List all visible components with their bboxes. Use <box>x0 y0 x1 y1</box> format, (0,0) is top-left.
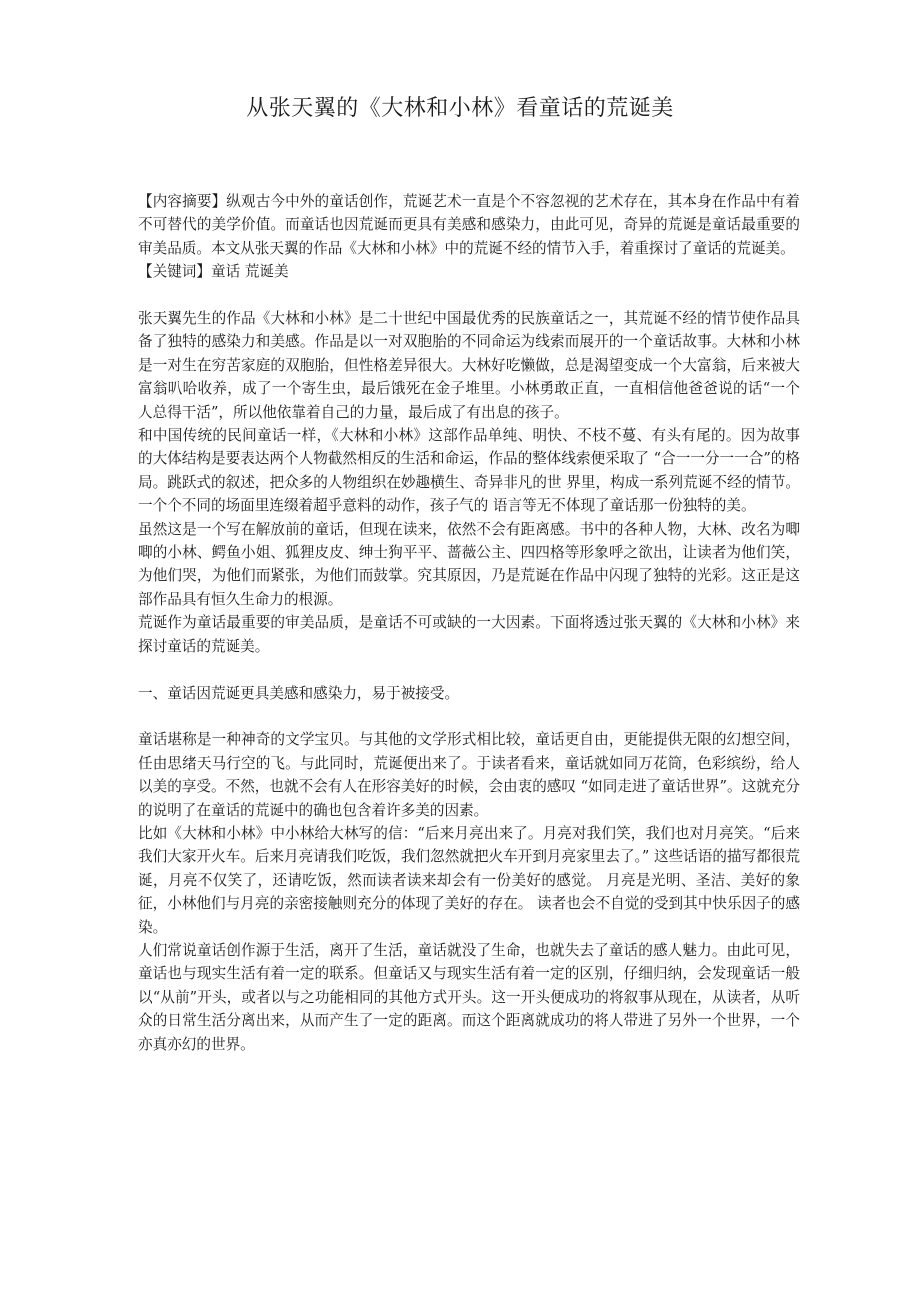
document-title: 从张天翼的《大林和小林》看童话的荒诞美 <box>246 96 674 121</box>
body-paragraph: 张天翼先生的作品《大林和小林》是二十世纪中国最优秀的民族童话之一，其荒诞不经的情节使作品具备了独特的感染力和美感。作品是以一对双胞胎的不同命运为线索而展开的一个童话故事。大林和小林是一对生在穷苦家庭的双胞胎，但性格差异很大。大林好吃懒做，总是渴望变成一个大富翁，后来被大富翁叭哈收养，成了一个寄生虫，最后饿死在金子堆里。小林勇敢正直，一直相信他爸爸说的话“一个人总得干活”，所以他依靠着自己的力量，最后成了有出息的孩子。 <box>138 310 800 421</box>
section-heading: 一、童话因荒诞更具美感和感染力，易于被接受。 <box>138 684 460 702</box>
body-paragraph: 虽然这是一个写在解放前的童话，但现在读来，依然不会有距离感。书中的各种人物，大林、改名为唧唧的小林、鳄鱼小姐、狐狸皮皮、绅士狗平平、蔷薇公主、四四格等形象呼之欲出，让读者为他们笑，为他们哭，为他们而紧张，为他们而鼓掌。究其原因，乃是荒诞在作品中闪现了独特的光彩。这正是这部作品具有恒久生命力的根源。 <box>138 520 800 608</box>
abstract-paragraph: 【内容摘要】纵观古今中外的童话创作，荒诞艺术一直是个不容忽视的艺术存在，其本身在作品中有着不可替代的美学价值。而童话也因荒诞而更具有美感和感染力，由此可见，奇异的荒诞是童话最重要的审美品质。本文从张天翼的作品《大林和小林》中的荒诞不经的情节入手，着重探讨了童话的荒诞美。 <box>138 193 800 257</box>
paragraph-gap <box>138 284 800 307</box>
section-paragraph: 童话堪称是一种神奇的文学宝贝。与其他的文学形式相比较，童话更自由，更能提供无限的幻想空间，任由思绪天马行空的飞。与此同时，荒诞便出来了。于读者看来，童话就如同万花筒，色彩缤纷，给人以美的享受。不然，也就不会有人在形容美好的时候，会由衷的感叹 “如同走进了童话世界”。这就充分的说明了在童话的荒诞中的确也包含着许多美的因素。 <box>138 731 800 819</box>
section-paragraph: 人们常说童话创作源于生活，离开了生活，童话就没了生命，也就失去了童话的感人魅力。由此可见，童话也与现实生活有着一定的联系。但童话又与现实生活有着一定的区别，仔细归纳，会发现童话一般以“从前”开头，或者以与之功能相同的其他方式开头。这一开头便成功的将叙事从现在，从读者，从听众的日常生活分离出来，从而产生了一定的距离。而这个距离就成功的将人带进了另外一个世界，一个亦真亦幻的世界。 <box>138 941 800 1053</box>
section-paragraph: 比如《大林和小林》中小林给大林写的信：“后来月亮出来了。月亮对我们笑，我们也对月亮笑。“后来我们大家开火车。后来月亮请我们吃饭，我们忽然就把火车开到月亮家里去了。” 这些话语的描写都很荒诞，月亮不仅笑了，还请吃饭，然而读者读来却会有一份美好的感觉。 月亮是光明、圣洁、美好的象征，小林他们与月亮的亲密接触则充分的体现了美好的存在。 读者也会不自觉的受到其中快乐因子的感染。 <box>138 824 800 936</box>
paragraph-gap <box>138 705 800 728</box>
document-body <box>138 190 800 1056</box>
keywords-line: 【关键词】童话 荒诞美 <box>138 263 289 281</box>
body-paragraph: 和中国传统的民间童话一样，《大林和小林》这部作品单纯、明快、不枝不蔓、有头有尾的。因为故事的大体结构是要表达两个人物截然相反的生活和命运，作品的整体线索便采取了 “合一一分一一合”的格局。跳跃式的叙述，把众多的人物组织在妙趣横生、奇异非凡的世 界里，构成一系列荒诞不经的情节。一个个不同的场面里连缀着超乎意料的动作，孩子气的 语言等无不体现了童话那一份独特的美。 <box>138 427 800 515</box>
paragraph-gap <box>138 658 800 681</box>
body-paragraph: 荒诞作为童话最重要的审美品质，是童话不可或缺的一大因素。下面将透过张天翼的《大林和小林》来探讨童话的荒诞美。 <box>138 614 800 655</box>
